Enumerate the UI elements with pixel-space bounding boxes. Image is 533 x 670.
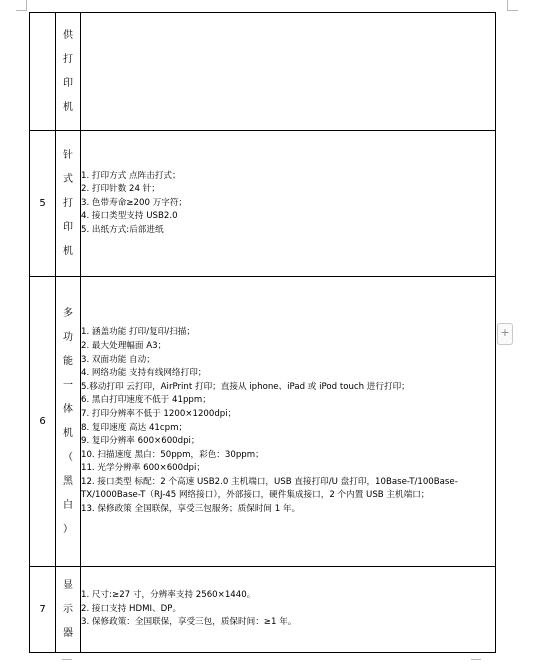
row-number: 6 — [30, 277, 56, 567]
spec-line: 4. 网络功能 支持有线网络打印； — [81, 368, 207, 379]
table-row — [30, 131, 496, 277]
spec-line: 2. 最大处理幅面 A3； — [81, 340, 167, 351]
spec-line: 9. 复印分辨率 600×600dpi； — [81, 436, 200, 447]
item-name — [56, 131, 81, 277]
item-name — [56, 277, 81, 567]
spec-line: 3. 色带寿命≥200 万字符； — [81, 197, 188, 208]
table-row — [30, 277, 496, 567]
item-name-char: 印 — [63, 221, 73, 233]
spec-line: 4. 接口类型支持 USB2.0 — [81, 211, 178, 222]
spec-line: 3. 保修政策：全国联保，享受三包，质保时间：≥1 年。 — [81, 617, 297, 628]
item-name-char: 一 — [63, 379, 73, 391]
item-name-char: 机 — [63, 101, 73, 113]
page-corner-mark — [471, 659, 481, 670]
spec-line: 7. 打印分辨率不低于 1200×1200dpi； — [81, 408, 237, 419]
item-name-char: 黑 — [63, 475, 73, 487]
spec-cell — [81, 13, 496, 131]
spec-line: 8. 复印速度 高达 41cpm； — [81, 422, 188, 433]
item-name-char: 供 — [63, 29, 73, 41]
spec-line: 6. 黑白打印速度不低于 41ppm； — [81, 395, 211, 406]
spec-line: 1. 涵盖功能 打印/复印/扫描； — [81, 327, 195, 338]
item-name-char: 式 — [63, 173, 73, 185]
table-row — [30, 567, 496, 653]
item-name-char: 机 — [63, 245, 73, 257]
table-row — [30, 13, 496, 131]
expand-plus-icon[interactable]: + — [497, 323, 513, 345]
item-name-char: 机 — [63, 427, 73, 439]
item-name-char: 打 — [63, 197, 73, 209]
page-corner-mark — [16, 0, 27, 11]
item-name-char: 白 — [63, 499, 73, 511]
row-number: 7 — [30, 567, 56, 653]
item-name-char: 多 — [63, 307, 73, 319]
spec-line: 11. 光学分辨率 600×600dpi； — [81, 463, 205, 474]
spec-line: 12. 接口类型 标配：2 个高速 USB2.0 主机端口，USB 直接打印/U 盘打印，10Base-T/100Base-TX/1000Base-T（RJ-45 网络接口），外部接口，硬件集成接口，2 个内置 USB 主机端口； — [81, 476, 458, 501]
spec-line: 13. 保修政策 全国联保，享受三包服务；质保时间 1 年。 — [81, 504, 301, 515]
item-name-char: （ — [63, 451, 73, 463]
spec-line: 5.移动打印 云打印，AirPrint 打印；直接从 iphone、iPad 或 iPod touch 进行打印； — [81, 381, 410, 392]
item-name — [56, 567, 81, 653]
spec-cell — [81, 277, 496, 567]
spec-line: 10. 扫描速度 黑白：50ppm，彩色：30ppm； — [81, 449, 264, 460]
spec-line: 5. 出纸方式:后部进纸 — [81, 224, 164, 235]
spec-line: 3. 双面功能 自动； — [81, 354, 155, 365]
item-name-char: 能 — [63, 355, 73, 367]
spec-line: 1. 尺寸:≥27 寸，分辨率支持 2560×1440。 — [81, 590, 256, 601]
page-corner-mark — [507, 0, 518, 11]
item-name-char: 针 — [63, 149, 73, 161]
item-name-char: 示 — [63, 603, 73, 615]
spec-line: 1. 打印方式 点阵击打式； — [81, 170, 181, 181]
spec-line: 2. 接口支持 HDMI、DP。 — [81, 603, 182, 614]
item-name-char: 功 — [63, 331, 73, 343]
row-number: 5 — [30, 131, 56, 277]
item-name-char: 显 — [63, 579, 73, 591]
spec-table — [29, 12, 496, 653]
item-name-char: 器 — [63, 627, 73, 639]
spec-cell — [81, 567, 496, 653]
item-name-char: 打 — [63, 53, 73, 65]
spec-cell — [81, 131, 496, 277]
page-corner-mark — [62, 659, 72, 670]
item-name-char: ） — [63, 523, 73, 535]
spec-line: 2. 打印针数 24 针； — [81, 184, 160, 195]
item-name-char: 印 — [63, 77, 73, 89]
item-name-char: 体 — [63, 403, 73, 415]
item-name — [56, 13, 81, 131]
row-number — [30, 13, 56, 131]
